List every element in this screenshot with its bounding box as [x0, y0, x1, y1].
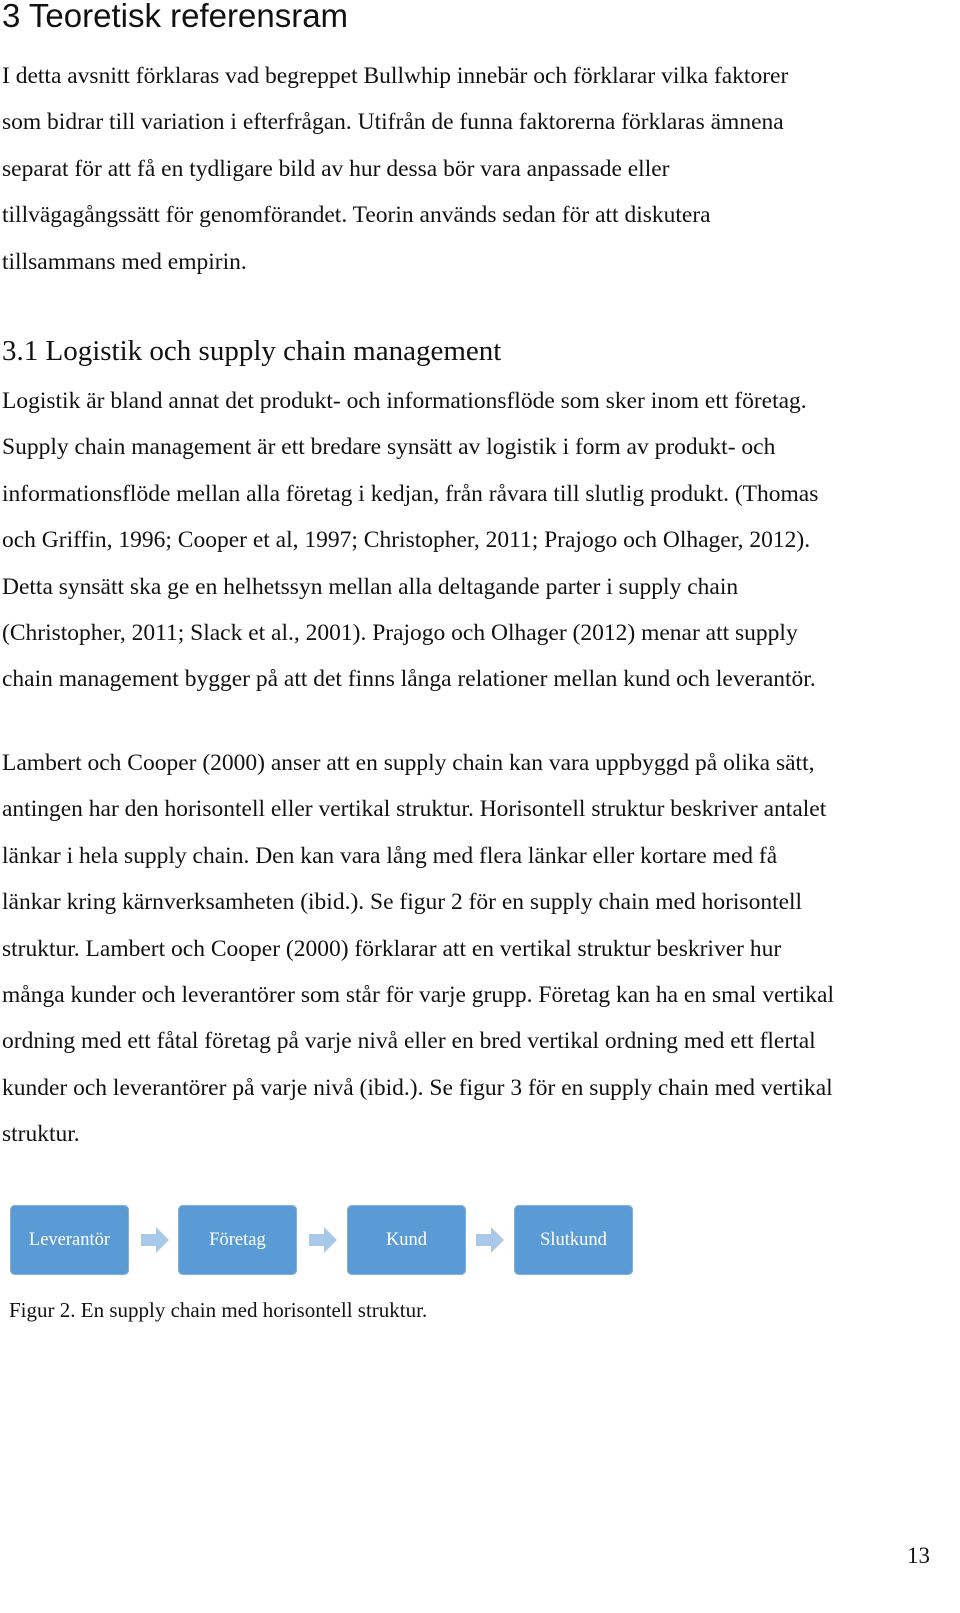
- text-line: tillvägagångssätt för genomförandet. Teorin används sedan för att diskutera: [2, 202, 711, 229]
- text-line: Supply chain management är ett bredare synsätt av logistik i form av produkt- och: [2, 434, 776, 461]
- right-arrow-icon: [141, 1227, 169, 1253]
- right-arrow-icon: [476, 1227, 504, 1253]
- flow-box-slutkund: Slutkund: [514, 1205, 633, 1275]
- text-line: I detta avsnitt förklaras vad begreppet Bullwhip innebär och förklarar vilka faktorer: [2, 63, 789, 89]
- text-line: (Christopher, 2011; Slack et al., 2001). Prajogo och Olhager (2012) menar att supply: [2, 620, 798, 647]
- text-line: kunder och leverantörer på varje nivå (ibid.). Se figur 3 för en supply chain med vertikal: [2, 1074, 833, 1101]
- text-line: chain management bygger på att det finns långa relationer mellan kund och leverantör.: [2, 666, 816, 693]
- text-line: struktur. Lambert och Cooper (2000) förklarar att en vertikal struktur beskriver hur: [2, 935, 782, 962]
- flow-box-kund: Kund: [347, 1205, 466, 1275]
- structure-paragraph: [2, 740, 952, 1158]
- text-line: Detta synsätt ska ge en helhetssyn mellan alla deltagande parter i supply chain: [2, 573, 739, 600]
- intro-paragraph: [2, 53, 952, 285]
- section-heading: 3 Teoretisk referensram: [2, 0, 349, 34]
- text-line: länkar kring kärnverksamheten (ibid.). Se figur 2 för en supply chain med horisontell: [2, 889, 803, 916]
- supply-chain-flow-diagram: [10, 1205, 640, 1277]
- text-line: separat för att få en tydligare bild av hur dessa bör vara anpassade eller: [2, 155, 670, 182]
- figure-caption: Figur 2. En supply chain med horisontell struktur.: [9, 1298, 428, 1322]
- text-line: som bidrar till variation i efterfrågan. Utifrån de funna faktorerna förklaras ämnena: [2, 109, 784, 136]
- flow-box-foretag: Företag: [178, 1205, 297, 1275]
- right-arrow-icon: [309, 1227, 337, 1253]
- page-number: 13: [907, 1543, 930, 1568]
- text-line: tillsammans med empirin.: [2, 248, 247, 275]
- text-line: informationsflöde mellan alla företag i kedjan, från råvara till slutlig produkt. (Thomas: [2, 480, 819, 507]
- flow-box-leverantor: Leverantör: [10, 1205, 129, 1275]
- text-line: många kunder och leverantörer som står för varje grupp. Företag kan ha en smal vertikal: [2, 982, 834, 1009]
- subsection-heading: 3.1 Logistik och supply chain management: [2, 335, 502, 367]
- text-line: struktur.: [2, 1121, 80, 1148]
- text-line: Logistik är bland annat det produkt- och informationsflöde som sker inom ett företag.: [2, 388, 807, 414]
- text-line: Lambert och Cooper (2000) anser att en supply chain kan vara uppbyggd på olika sätt,: [2, 750, 815, 776]
- text-line: och Griffin, 1996; Cooper et al, 1997; Christopher, 2011; Prajogo och Olhager, 2012).: [2, 527, 811, 554]
- text-line: länkar i hela supply chain. Den kan vara lång med flera länkar eller kortare med få: [2, 842, 778, 869]
- logistics-paragraph: [2, 378, 952, 703]
- text-line: antingen har den horisontell eller vertikal struktur. Horisontell struktur beskriver antalet: [2, 796, 827, 823]
- text-line: ordning med ett fåtal företag på varje nivå eller en bred vertikal ordning med ett flertal: [2, 1028, 816, 1055]
